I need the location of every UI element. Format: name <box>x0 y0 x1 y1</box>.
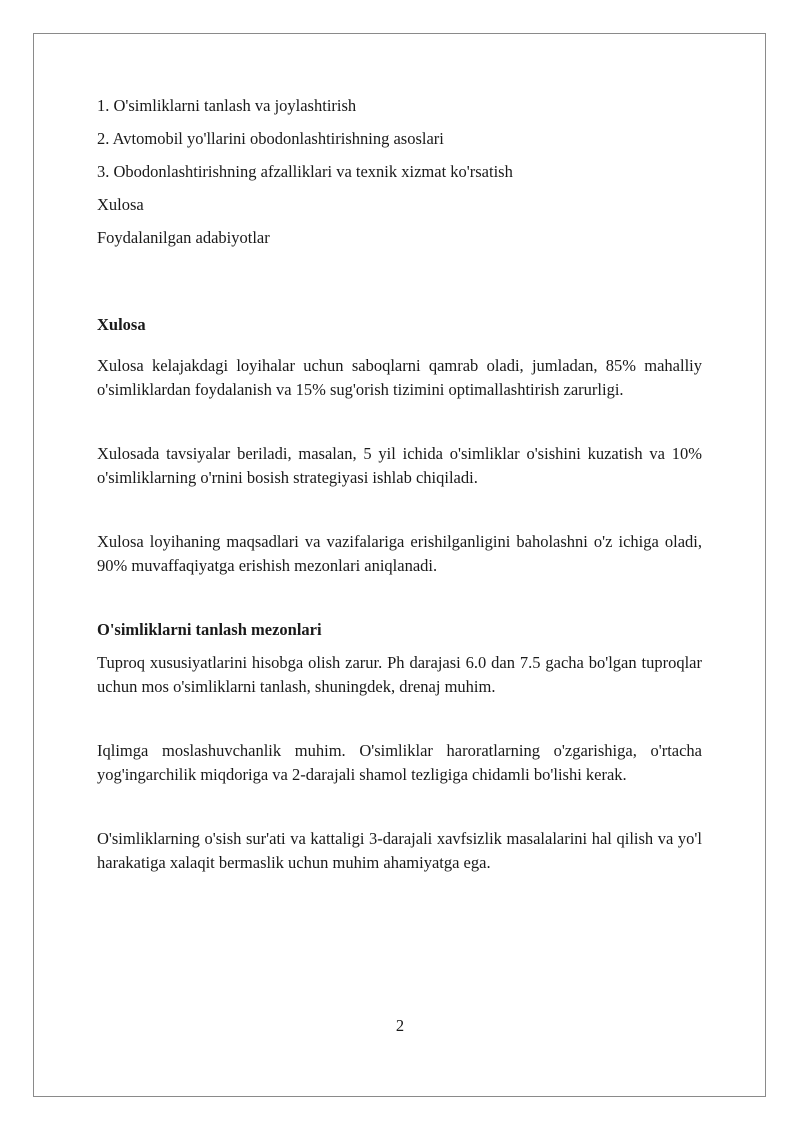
toc-item: Xulosa <box>97 195 144 214</box>
toc-item: 1. O'simliklarni tanlash va joylashtirish <box>97 96 357 115</box>
paragraph: Xulosa loyihaning maqsadlari va vazifalariga erishilganligini baholashni o'z ichiga oladi, 90% muvaffaqiyatga erishish mezonlari aniqlanadi. <box>97 532 702 575</box>
table-of-contents <box>97 94 702 250</box>
section-heading: Xulosa <box>97 315 146 334</box>
section-plant-selection <box>97 618 702 875</box>
section-heading: O'simliklarni tanlash mezonlari <box>97 620 322 639</box>
paragraph: Xulosa kelajakdagi loyihalar uchun saboqlarni qamrab oladi, jumladan, 85% mahalliy o'simliklardan foydalanish va 15% sug'orish tizimini optimallashtirish zarurligi. <box>97 356 702 399</box>
paragraph: Iqlimga moslashuvchanlik muhim. O'simliklar haroratlarning o'zgarishiga, o'rtacha yog'ingarchilik miqdoriga va 2-darajali shamol tezligiga chidamli bo'lishi kerak. <box>97 741 702 784</box>
paragraph: Xulosada tavsiyalar beriladi, masalan, 5 yil ichida o'simliklar o'sishini kuzatish va 10% o'simliklarning o'rnini bosish strategiyasi ishlab chiqiladi. <box>97 444 702 487</box>
toc-item: 3. Obodonlashtirishning afzalliklari va texnik xizmat ko'rsatish <box>97 162 513 181</box>
page-number: 2 <box>395 1016 405 1035</box>
toc-item: 2. Avtomobil yo'llarini obodonlashtirishning asoslari <box>97 129 444 148</box>
paragraph: Tuproq xususiyatlarini hisobga olish zarur. Ph darajasi 6.0 dan 7.5 gacha bo'lgan tuproqlar uchun mos o'simliklarni tanlash, shuningdek, drenaj muhim. <box>97 653 702 696</box>
section-conclusion <box>97 313 702 578</box>
toc-item: Foydalanilgan adabiyotlar <box>97 228 270 247</box>
document-body <box>97 94 702 875</box>
paragraph: O'simliklarning o'sish sur'ati va kattaligi 3-darajali xavfsizlik masalalarini hal qilish va yo'l harakatiga xalaqit bermaslik uchun muhim ahamiyatga ega. <box>97 829 702 872</box>
